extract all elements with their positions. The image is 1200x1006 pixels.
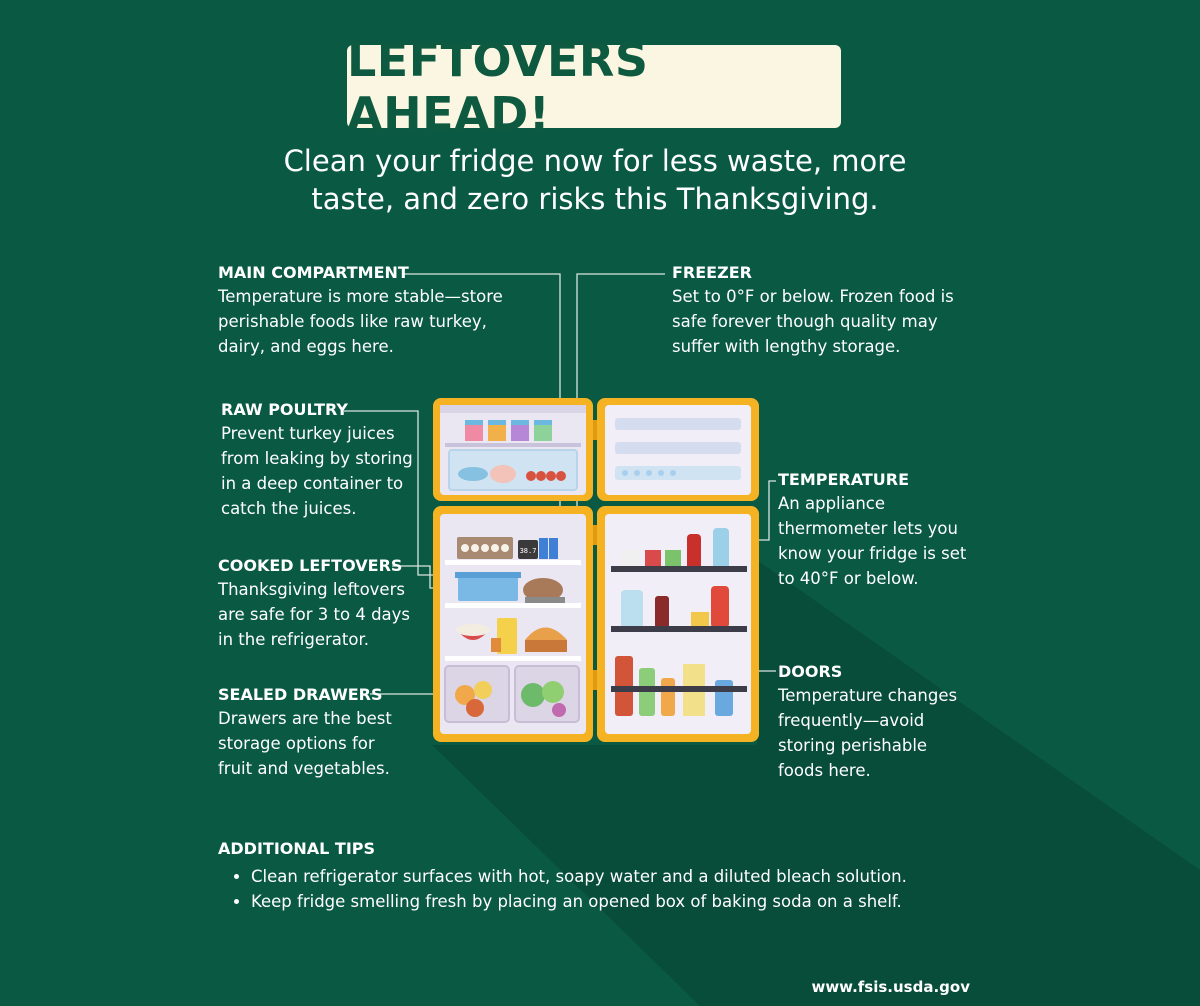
additional-tips [218,838,978,914]
callout-main-compartment [218,262,503,359]
subtitle-line-1: Clean your fridge now for less waste, more [283,144,907,178]
subtitle-line-2: taste, and zero risks this Thanksgiving. [311,182,879,216]
freezer-door [597,398,759,501]
callout-title: FREEZER [672,263,752,282]
tip-item: • Keep fridge smelling fresh by placing an opened box of baking soda on a shelf. [251,889,978,914]
callout-sealed-drawers [218,684,392,781]
callout-line: safe forever though quality may [672,312,938,331]
callout-line: foods here. [778,761,871,780]
callout-line: Set to 0°F or below. Frozen food is [672,287,954,306]
callout-line: storing perishable [778,736,928,755]
callout-line: thermometer lets you [778,519,958,538]
callout-cooked-leftovers [218,555,410,652]
subtitle [200,142,990,218]
fridge-illustration [425,390,765,750]
callout-doors [778,661,957,783]
callout-title: SEALED DRAWERS [218,685,383,704]
callout-freezer [672,262,954,359]
main-compartment [433,506,593,742]
callout-line: perishable foods like raw turkey, [218,312,487,331]
callout-line: frequently—avoid [778,711,925,730]
source-url: www.fsis.usda.gov [811,978,970,996]
callout-title: RAW POULTRY [221,400,349,419]
callout-line: Temperature is more stable—store [218,287,503,306]
callout-title: COOKED LEFTOVERS [218,556,403,575]
callout-line: Drawers are the best [218,709,392,728]
callout-line: dairy, and eggs here. [218,337,394,356]
callout-line: storage options for [218,734,375,753]
callout-line: in the refrigerator. [218,630,369,649]
callout-line: catch the juices. [221,499,357,518]
freezer-compartment [433,398,593,501]
callout-temperature [778,469,966,591]
tips-title: ADDITIONAL TIPS [218,839,376,858]
callout-line: from leaking by storing [221,449,413,468]
callout-line: suffer with lengthy storage. [672,337,901,356]
callout-line: know your fridge is set [778,544,967,563]
callout-line: to 40°F or below. [778,569,919,588]
callout-raw-poultry [221,399,413,521]
fridge-door [597,506,759,742]
tips-list [218,864,978,914]
callout-title: MAIN COMPARTMENT [218,263,409,282]
callout-line: An appliance [778,494,886,513]
callout-line: Thanksgiving leftovers [218,580,405,599]
tip-item: • Clean refrigerator surfaces with hot, soapy water and a diluted bleach solution. [251,864,978,889]
page-title: LEFTOVERS AHEAD! [347,32,649,141]
callout-line: fruit and vegetables. [218,759,390,778]
callout-line: are safe for 3 to 4 days [218,605,411,624]
callout-title: TEMPERATURE [778,470,910,489]
title-banner [347,32,841,141]
thermometer-reading: 38.7 [519,547,537,555]
callout-line: in a deep container to [221,474,404,493]
callout-title: DOORS [778,662,843,681]
callout-line: Prevent turkey juices [221,424,395,443]
callout-line: Temperature changes [778,686,958,705]
